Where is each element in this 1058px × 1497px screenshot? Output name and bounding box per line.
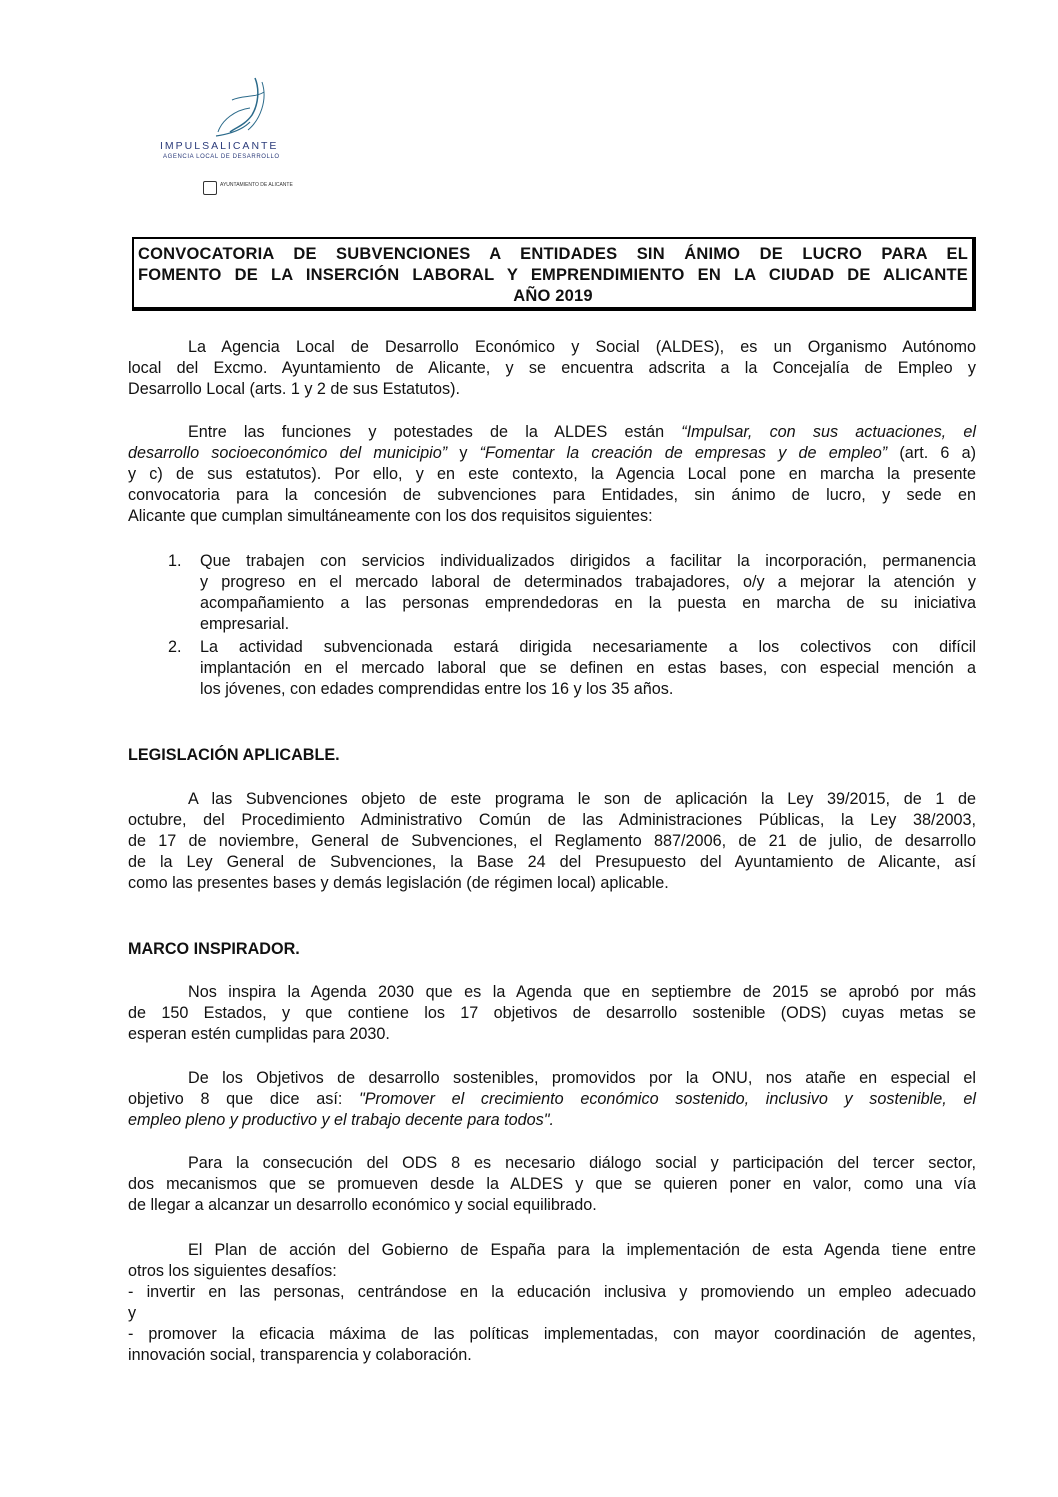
- title-line-2: FOMENTO DE LA INSERCIÓN LABORAL Y EMPRENDIMIENTO EN LA CIUDAD DE ALICANTE: [138, 266, 968, 284]
- section-heading-legislacion: LEGISLACIÓN APLICABLE.: [128, 746, 340, 764]
- marco-paragraph-3: Para la consecución del ODS 8 es necesario diálogo social y participación del tercer sector, dos mecanismos que se promueven desde la ALDES y que se quieren poner en valor, como una vía de llegar a alcanzar un desarrollo económico y social equilibrado.: [128, 1154, 976, 1214]
- title-line-1: CONVOCATORIA DE SUBVENCIONES A ENTIDADES SIN ÁNIMO DE LUCRO PARA EL: [138, 245, 968, 263]
- logo-subtitle: AGENCIA LOCAL DE DESARROLLO: [163, 154, 280, 160]
- marco-paragraph-1: Nos inspira la Agenda 2030 que es la Agenda que en septiembre de 2015 se aprobó por más de 150 Estados, y que contiene los 17 objetivos de desarrollo sostenible (ODS) cuyas metas se esperan estén cumplidas para 2030.: [128, 983, 976, 1043]
- list-item: 1. Que trabajen con servicios individualizados dirigidos a facilitar la incorporación, permanencia y progreso en el mercado laboral de determinados trabajadores, o/y a mejorar la atención y acompañamiento a las personas emprendedoras en la puesta en marcha de su iniciativa empresarial.: [168, 552, 976, 633]
- impulsalicante-logo-icon: [160, 70, 310, 200]
- section-heading-marco: MARCO INSPIRADOR.: [128, 940, 300, 958]
- intro-paragraph-1: La Agencia Local de Desarrollo Económico y Social (ALDES), es un Organismo Autónomo local del Excmo. Ayuntamiento de Alicante, y se encuentra adscrita a la Concejalía de Empleo y Desarrollo Local (arts. 1 y 2 de sus Estatutos).: [128, 338, 976, 398]
- logo-name: IMPULSALICANTE: [160, 140, 279, 152]
- marco-paragraph-4: El Plan de acción del Gobierno de España para la implementación de esta Agenda tiene entre otros los siguientes desafíos: - invertir en las personas, centrándose en la educación inclusiva y promoviendo un empleo adecuado y - promover la eficacia máxima de las políticas implementadas, con mayor coordinación de agentes, innovación social, transparencia y colaboración.: [128, 1241, 976, 1364]
- crest-text: AYUNTAMIENTO DE ALICANTE: [220, 182, 293, 188]
- list-item: 2. La actividad subvencionada estará dirigida necesariamente a los colectivos con difícil implantación en el mercado laboral que se definen en estas bases, con especial mención a los jóvenes, con edades comprendidas entre los 16 y los 35 años.: [168, 638, 976, 698]
- legislacion-paragraph: A las Subvenciones objeto de este programa le son de aplicación la Ley 39/2015, de 1 de octubre, del Procedimiento Administrativo Común de las Administraciones Públicas, la Ley 38/2003, de 17 de noviembre, General de Subvenciones, el Reglamento 887/2006, de 21 de julio, de desarrollo de la Ley General de Subvenciones, la Base 24 del Presupuesto del Ayuntamiento de Alicante, así como las presentes bases y demás legislación (de régimen local) aplicable.: [128, 790, 976, 892]
- intro-paragraph-2: Entre las funciones y potestades de la ALDES están “Impulsar, con sus actuaciones, el desarrollo socioeconómico del municipio” y “Fomentar la creación de empresas y de empleo” (art. 6 a) y c) de sus estatutos). Por ello, y en este contexto, la Agencia Local pone en marcha la presente convocatoria para la concesión de subvenciones para Entidades, sin ánimo de lucro, y sede en Alicante que cumplan simultáneamente con los dos requisitos siguientes:: [128, 423, 976, 525]
- marco-paragraph-2: De los Objetivos de desarrollo sostenibles, promovidos por la ONU, nos atañe en especial el objetivo 8 que dice así: "Promover el crecimiento económico sostenido, inclusivo y sostenible, el empleo pleno y productivo y el trabajo decente para todos".: [128, 1069, 976, 1129]
- crest-icon: [203, 181, 217, 195]
- title-line-3: AÑO 2019: [513, 287, 593, 305]
- title-box: [132, 237, 976, 311]
